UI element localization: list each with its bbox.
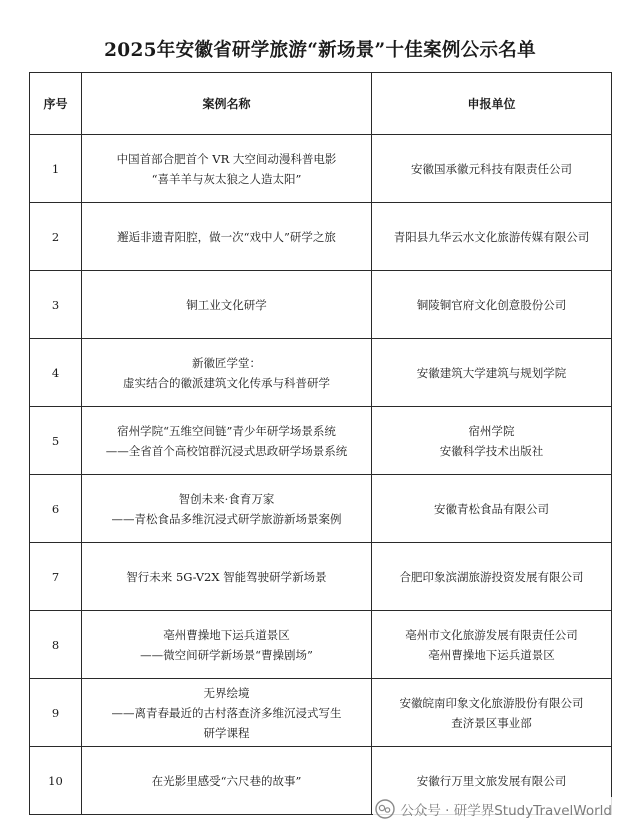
wechat-official-account-icon	[375, 799, 395, 819]
case-name-cell	[82, 611, 372, 679]
case-name-line: 亳州曹操地下运兵道景区	[163, 627, 290, 642]
applicant-line: 安徽皖南印象文化旅游股份有限公司	[399, 695, 584, 710]
case-name-line: 无界绘境	[203, 685, 250, 700]
case-name-line: ——全省首个高校馆群沉浸式思政研学场景系统	[105, 443, 348, 458]
applicant-cell	[372, 339, 612, 407]
case-name-line: 中国首部合肥首个 VR 大空间动漫科普电影	[116, 151, 337, 166]
case-name-line: 虚实结合的徽派建筑文化传承与科普研学	[123, 375, 330, 390]
row-number: 5	[30, 407, 82, 475]
case-name-line: 宿州学院“五维空间链”青少年研学场景系统	[117, 423, 336, 438]
case-name-cell	[82, 407, 372, 475]
case-name-line: 研学课程	[203, 725, 250, 740]
table-header-row	[30, 73, 612, 135]
applicant-line: 安徽建筑大学建筑与规划学院	[416, 365, 567, 380]
case-name-line: 邂逅非遗青阳腔，做一次“戏中人”研学之旅	[117, 229, 336, 244]
case-name-cell	[82, 271, 372, 339]
table-row	[30, 339, 612, 407]
case-name-line: “喜羊羊与灰太狼之人造太阳”	[151, 171, 302, 186]
case-name-cell	[82, 679, 372, 747]
applicant-line: 铜陵铜官府文化创意股份公司	[416, 297, 567, 312]
row-number: 4	[30, 339, 82, 407]
watermark-text: 公众号 · 研学界StudyTravelWorld	[400, 803, 612, 819]
case-name-line: ——离青春最近的古村落查济多维沉浸式写生	[111, 705, 342, 720]
row-number: 7	[30, 543, 82, 611]
row-number: 2	[30, 203, 82, 271]
applicant-line: 青阳县九华云水文化旅游传媒有限公司	[393, 229, 590, 244]
applicant-line: 安徽行万里文旅发展有限公司	[416, 773, 567, 788]
table-body	[30, 135, 612, 815]
applicant-cell	[372, 407, 612, 475]
applicant-line: 亳州市文化旅游发展有限责任公司	[405, 627, 578, 642]
case-name-cell	[82, 475, 372, 543]
applicant-line: 安徽青松食品有限公司	[434, 501, 549, 516]
case-name-cell	[82, 135, 372, 203]
case-list-table	[29, 72, 612, 815]
case-name-line: 铜工业文化研学	[186, 297, 267, 312]
case-name-cell	[82, 339, 372, 407]
header-no: 序号	[30, 73, 82, 135]
case-name-cell	[82, 747, 372, 815]
table-row	[30, 203, 612, 271]
watermark	[373, 797, 614, 821]
applicant-cell	[372, 271, 612, 339]
table-row	[30, 611, 612, 679]
applicant-line: 宿州学院	[468, 423, 515, 438]
applicant-line: 安徽国承徽元科技有限责任公司	[411, 161, 572, 176]
applicant-line: 合肥印象滨湖旅游投资发展有限公司	[399, 569, 584, 584]
row-number: 1	[30, 135, 82, 203]
table-row	[30, 679, 612, 747]
applicant-cell	[372, 679, 612, 747]
row-number: 6	[30, 475, 82, 543]
case-name-line: ——青松食品多维沉浸式研学旅游新场景案例	[111, 511, 342, 526]
table-row	[30, 135, 612, 203]
case-name-line: ——微空间研学新场景“曹操剧场”	[140, 647, 313, 662]
applicant-line: 查济景区事业部	[451, 715, 532, 730]
page-title: 2025年安徽省研学旅游“新场景”十佳案例公示名单	[104, 40, 536, 61]
applicant-cell	[372, 475, 612, 543]
header-case-name: 案例名称	[82, 73, 372, 135]
table-row	[30, 271, 612, 339]
row-number: 9	[30, 679, 82, 747]
applicant-cell	[372, 543, 612, 611]
case-name-cell	[82, 203, 372, 271]
table-row	[30, 475, 612, 543]
case-name-line: 新徽匠学堂：	[192, 355, 261, 370]
case-name-line: 智创未来·食育万家	[178, 491, 275, 506]
applicant-line: 亳州曹操地下运兵道景区	[428, 647, 555, 662]
row-number: 8	[30, 611, 82, 679]
table-row	[30, 407, 612, 475]
case-name-line: 智行未来 5G-V2X 智能驾驶研学新场景	[126, 569, 327, 584]
applicant-line: 安徽科学技术出版社	[439, 443, 544, 458]
row-number: 3	[30, 271, 82, 339]
case-name-cell	[82, 543, 372, 611]
applicant-cell	[372, 135, 612, 203]
table-row	[30, 543, 612, 611]
applicant-cell	[372, 203, 612, 271]
applicant-cell	[372, 611, 612, 679]
row-number: 10	[30, 747, 82, 815]
header-applicant: 申报单位	[372, 73, 612, 135]
case-name-line: 在光影里感受“六尺巷的故事”	[151, 773, 302, 788]
